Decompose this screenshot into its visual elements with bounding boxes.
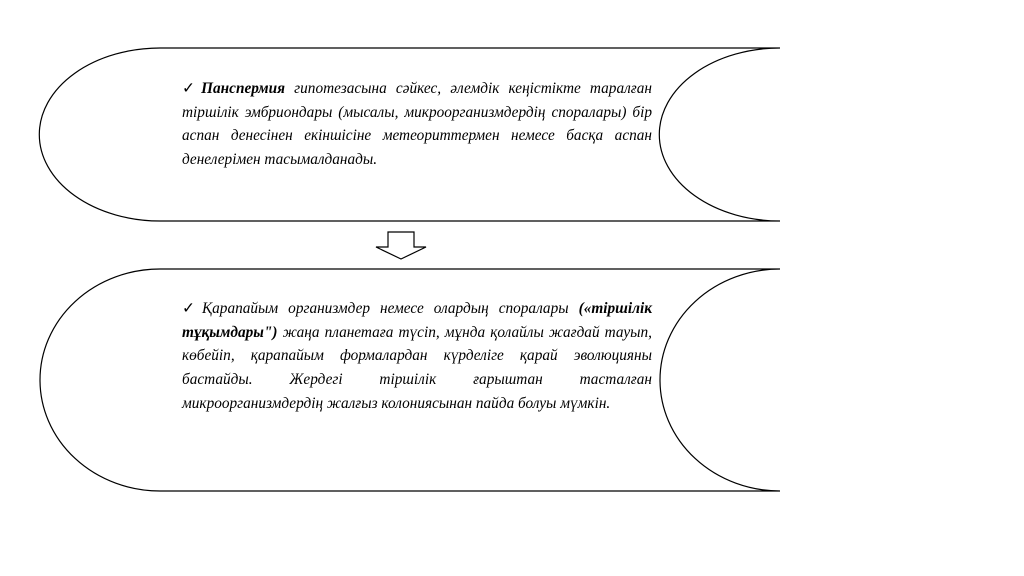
panspermia-description: гипотезасына сәйкес, әлемдік кеңістікте таралған тіршілік эмбриондары (мысалы, микроорганизмдердің споралары) бір аспан денесінен екіншісіне метеориттермен немесе басқа аспан денелерімен тасымалданады.	[182, 80, 652, 169]
down-arrow-icon	[376, 232, 426, 259]
life-seeds-text	[182, 297, 652, 416]
life-seeds-term: («тіршілік тұқымдары")	[182, 300, 652, 341]
panspermia-text	[182, 77, 652, 172]
life-seeds-description: жаңа планетаға түсіп, мұнда қолайлы жағдай тауып, көбейіп, қарапайым формалардан күрделіге қарай эволюцияны бастайды. Жердегі тіршілік ғарыштан тасталған микроорганизмдердің жалғыз колониясынан пайда болуы мүмкін.	[182, 323, 652, 412]
checkmark-icon: ✓	[182, 300, 201, 317]
checkmark-icon: ✓	[182, 80, 201, 97]
panspermia-term: Панспермия	[201, 80, 286, 97]
life-seeds-lead: Қарапайым организмдер немесе олардың споралары	[202, 300, 579, 317]
